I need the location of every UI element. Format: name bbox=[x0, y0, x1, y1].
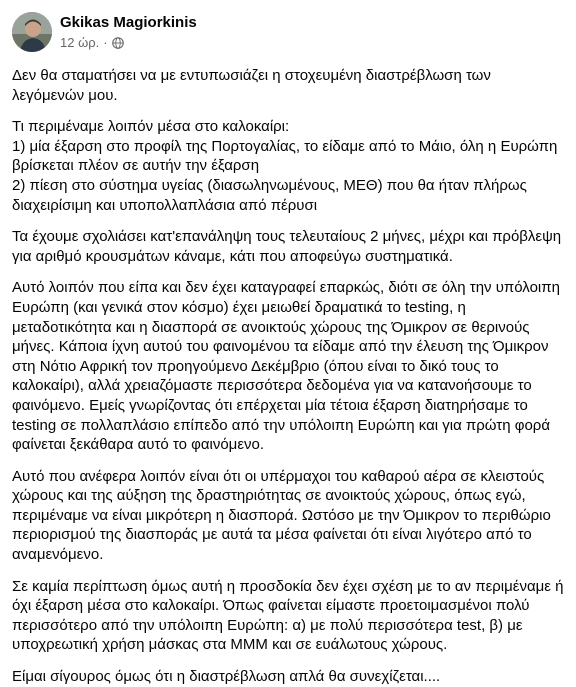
paragraph-text: Τα έχουμε σχολιάσει κατ'επανάληψη τους τελευταίους 2 μήνες, μέχρι και πρόβλεψη για αριθμό κρουσμάτων κάναμε, κάτι που αποφεύγω συστηματικά. bbox=[12, 228, 562, 265]
paragraph-3 bbox=[12, 227, 564, 266]
paragraph-6 bbox=[12, 577, 564, 655]
paragraph-text: Αυτό που ανέφερα λοιπόν είναι ότι οι υπέρμαχοι του καθαρού αέρα σε κλειστούς χώρους και της αύξηση της δραστηριότητας σε ανοικτούς χώρους, όπως εγώ, περιμέναμε να είναι μικρότερη η διασπορά. Ωστόσο με την Όμικρον το περιθώριο περιορισμού της διασποράς με αυτά τα μέσα φαίνεται ότι είναι λιγότερο από το αναμενόμενο. bbox=[12, 467, 551, 564]
post-subline bbox=[60, 34, 197, 51]
paragraph-1 bbox=[12, 66, 564, 105]
paragraph-4 bbox=[12, 278, 564, 454]
paragraph-5 bbox=[12, 467, 564, 565]
separator-dot: · bbox=[103, 35, 108, 50]
post-timestamp[interactable]: 12 ώρ. bbox=[60, 35, 100, 50]
paragraph-text: Δεν θα σταματήσει να με εντυπωσιάζει η στοχευμένη διαστρέβλωση των λεγόμενών μου. bbox=[12, 67, 491, 104]
post-body bbox=[12, 66, 564, 687]
paragraph-line: Τι περιμέναμε λοιπόν μέσα στο καλοκαίρι: bbox=[12, 118, 290, 136]
avatar[interactable] bbox=[12, 12, 52, 52]
avatar-photo-icon bbox=[12, 12, 52, 52]
paragraph-line: 1) μία έξαρση στο προφίλ της Πορτογαλίας, το είδαμε από το Μάιο, όλη η Ευρώπη βρίσκεται πλέον σε αυτήν την έξαρση bbox=[12, 137, 558, 175]
globe-icon[interactable] bbox=[112, 37, 124, 49]
paragraph-text: Είμαι σίγουρος όμως ότι η διαστρέβλωση απλά θα συνεχίζεται.... bbox=[12, 668, 441, 686]
post-header bbox=[12, 12, 564, 52]
post-meta bbox=[60, 13, 197, 51]
paragraph-2 bbox=[12, 117, 564, 215]
paragraph-text: Αυτό λοιπόν που είπα και δεν έχει καταγραφεί επαρκώς, διότι σε όλη την υπόλοιπη Ευρώπη (και γενικά στον κόσμο) έχει μειωθεί δραματικά το testing, η μεταδοτικότητα και η διασπορά σε ανοικτούς χώρους της Όμικρον σε θερινούς μήνες. Κάποια ίχνη αυτού του φαινομένου τα είδαμε από την έλευση της Όμικρον στη Νότιο Αφρική τον προηγούμενο Δεκέμβριο (όπου είναι το δικό τους το καλοκαίρι), αλλά χρειαζόμαστε περισσότερα δεδομένα για να κατανοήσουμε το φαινόμενο. Εμείς γνωρίζοντας ότι επέρχεται μία τέτοια έξαρση διατηρήσαμε το testing σε πολλαπλάσιο επίπεδο από την υπόλοιπη Ευρώπη και για πρώτη φορά φαίνεται ξεκάθαρα αυτό το φαινόμενο. bbox=[12, 279, 560, 454]
paragraph-line: 2) πίεση στο σύστημα υγείας (διασωληνωμένους, ΜΕΘ) που θα ήταν πλήρως διαχειρίσιμη και υποπολλαπλάσια από πέρυσι bbox=[12, 176, 527, 214]
paragraph-text: Σε καμία περίπτωση όμως αυτή η προσδοκία δεν έχει σχέση με το αν περιμέναμε ή όχι έξαρση μέσα στο καλοκαίρι. Όπως φαίνεται είμαστε προετοιμασμένοι πολύ περισσότερο από την υπόλοιπη Ευρώπη: α) με πολύ περισσότερα test, β) με υποχρεωτική χρήση μάσκας στα ΜΜΜ και σε ευάλωτους χώρους. bbox=[12, 577, 564, 654]
paragraph-7 bbox=[12, 667, 564, 687]
author-name[interactable]: Gkikas Magiorkinis bbox=[60, 14, 197, 31]
